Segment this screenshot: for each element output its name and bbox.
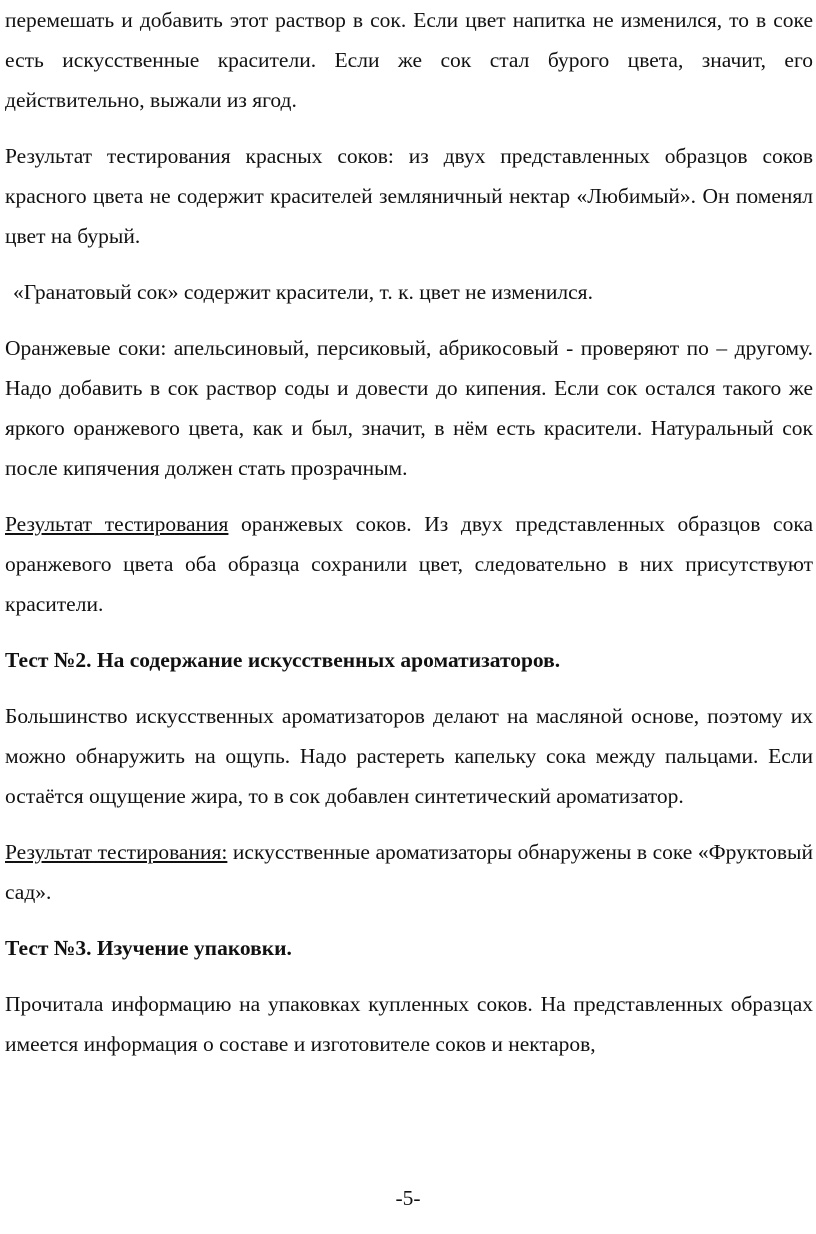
paragraph-flavor-result — [5, 832, 813, 912]
heading-test-3: Тест №3. Изучение упаковки. — [5, 936, 292, 960]
paragraph-orange-juice-result — [5, 504, 813, 624]
result-text: искусственные ароматизаторы обнаружены в соке «Фруктовый сад». — [5, 840, 813, 904]
page-number: -5- — [395, 1186, 421, 1210]
result-label-underlined: Результат тестирования: — [5, 840, 228, 864]
page-content — [5, 0, 813, 1064]
paragraph-red-test-method-end: перемешать и добавить этот раствор в сок. Если цвет напитка не изменился, то в соке есть искусственные красители. Если же сок стал бурого цвета, значит, его действительно, выжали из ягод. — [5, 8, 813, 112]
paragraph-packaging-study: Прочитала информацию на упаковках купленных соков. На представленных образцах имеется информация о составе и изготовителе соков и нектаров, — [5, 992, 813, 1056]
result-label-underlined: Результат тестирования — [5, 512, 229, 536]
heading-test-2: Тест №2. На содержание искусственных ароматизаторов. — [5, 648, 561, 672]
paragraph-flavor-test-method: Большинство искусственных ароматизаторов делают на масляной основе, поэтому их можно обнаружить на ощупь. Надо растереть капельку сока между пальцами. Если остаётся ощущение жира, то в сок добавлен синтетический ароматизатор. — [5, 704, 813, 808]
paragraph-red-juice-result: Результат тестирования красных соков: из двух представленных образцов соков красного цвета не содержит красителей земляничный нектар «Любимый». Он поменял цвет на бурый. — [5, 144, 813, 248]
paragraph-orange-test-method: Оранжевые соки: апельсиновый, персиковый, абрикосовый - проверяют по – другому. Надо добавить в сок раствор соды и довести до кипения. Если сок остался такого же яркого оранжевого цвета, как и был, значит, в нём есть красители. Натуральный сок после кипячения должен стать прозрачным. — [5, 336, 813, 480]
result-text: оранжевых соков. Из двух представленных образцов сока оранжевого цвета оба образца сохранили цвет, следовательно в них присутствуют красители. — [5, 512, 813, 616]
paragraph-pomegranate-result: «Гранатовый сок» содержит красители, т. к. цвет не изменился. — [13, 280, 593, 304]
